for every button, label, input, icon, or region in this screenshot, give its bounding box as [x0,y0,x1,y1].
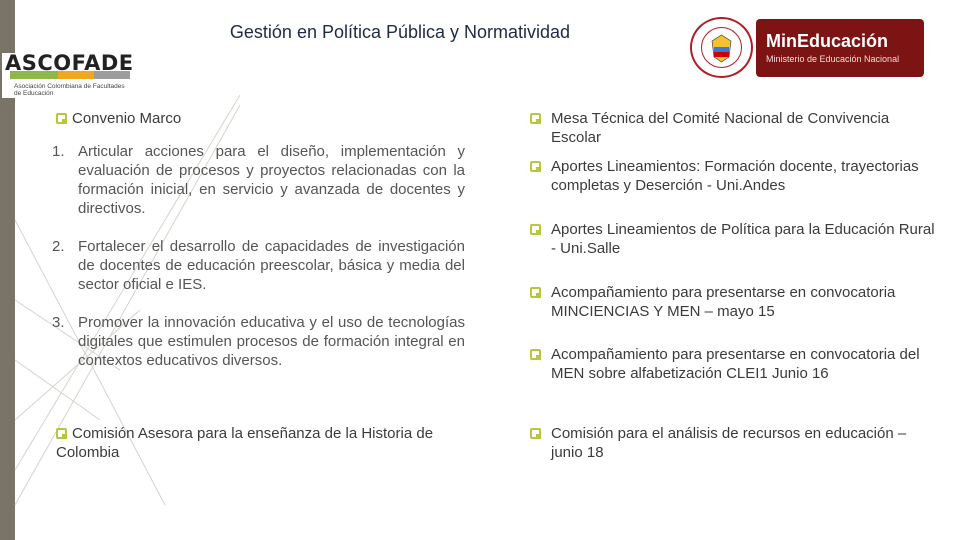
bullet-icon [56,113,67,124]
list-number: 1. [52,143,65,160]
bullet-icon [530,428,541,439]
convenio-marco-heading: Convenio Marco [56,109,181,128]
list-number: 2. [52,238,65,255]
list-item-1 [52,142,465,218]
right-item-5: Acompañamiento para presentarse en convocatoria del MEN sobre alfabetización CLEI1 Junio 16 [530,345,940,383]
list-text: Articular acciones para el diseño, implementación y evaluación de procesos y proyectos relacionadas con la formación inicial, en servicio y avanzada de docentes y directivos. [78,143,465,217]
ministry-logo [756,19,924,77]
bullet-icon [56,428,67,439]
page-title: Gestión en Política Pública y Normatividad [229,22,571,42]
list-number: 3. [52,314,65,331]
ascofade-logo [2,53,134,98]
right-item-6: Comisión para el análisis de recursos en educación – junio 18 [530,424,940,462]
bullet-icon [530,349,541,360]
colombia-seal-icon [690,17,753,78]
bullet-icon [530,161,541,172]
list-text: Fortalecer el desarrollo de capacidades de investigación de docentes de educación preescolar, básica y media del sector oficial e IES. [78,238,465,293]
ministry-subtitle: Ministerio de Educación Nacional [766,54,900,64]
bullet-icon [530,224,541,235]
right-item-4: Acompañamiento para presentarse en convocatoria MINCIENCIAS Y MEN – mayo 15 [530,283,940,321]
list-item-2 [52,237,465,294]
comision-historia-item: Comisión Asesora para la enseñanza de la Historia de Colombia [56,425,434,461]
right-item-2: Aportes Lineamientos: Formación docente, trayectorias completas y Deserción - Uni.Andes [530,157,940,195]
bullet-icon [530,287,541,298]
bullet-icon [530,113,541,124]
list-text: Promover la innovación educativa y el uso de tecnologías digitales que estimulen procesos de formación integral en contextos educativos diversos. [78,314,465,369]
ascofade-wordmark: ASCOFADE [5,51,134,75]
right-item-3: Aportes Lineamientos de Política para la Educación Rural - Uni.Salle [530,220,940,258]
ascofade-subtitle: Asociación Colombiana de Facultades de Educación [14,83,125,97]
ministry-name: MinEducación [766,31,889,51]
list-item-3 [52,313,465,370]
right-item-1: Mesa Técnica del Comité Nacional de Convivencia Escolar [530,109,940,147]
